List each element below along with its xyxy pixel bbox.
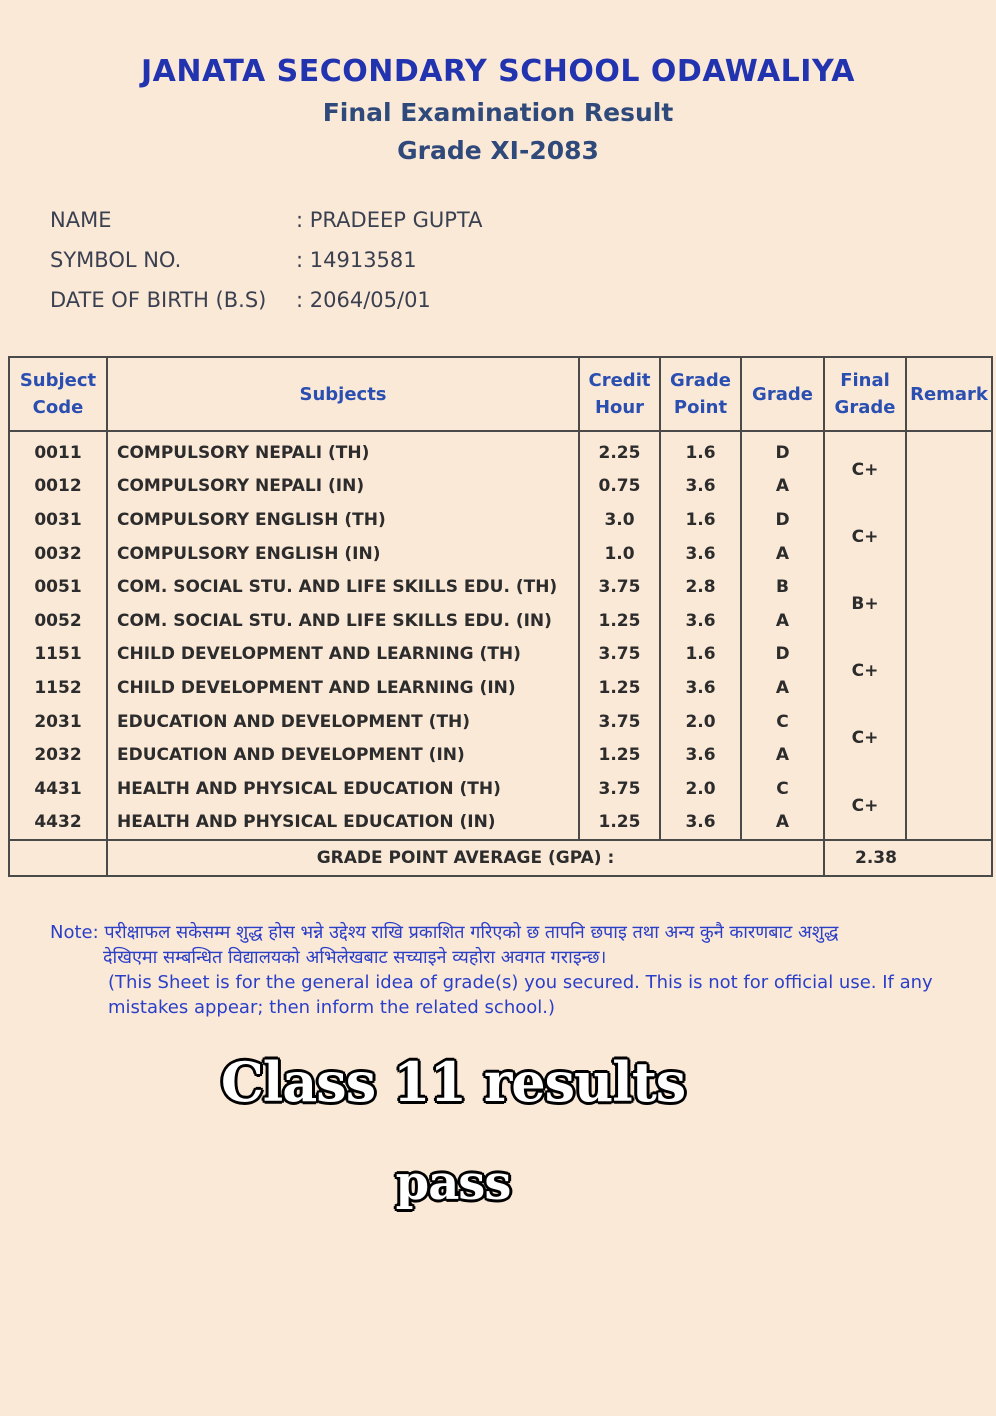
grade-cell: A: [741, 604, 824, 638]
credit-hour-cell: 0.75: [579, 470, 660, 504]
grade-cell: C: [741, 705, 824, 739]
credit-hour-cell: 1.25: [579, 806, 660, 841]
header: [0, 50, 996, 170]
final-grade-cell: C+: [824, 772, 906, 840]
table-row: [9, 705, 992, 739]
gpa-row: [9, 840, 992, 876]
subject-name-cell: COMPULSORY NEPALI (TH): [107, 431, 579, 470]
note: [50, 920, 950, 1020]
grade-cell: C: [741, 772, 824, 806]
dob-label: DATE OF BIRTH (B.S): [50, 288, 267, 312]
subject-code-cell: 1151: [9, 638, 107, 672]
subject-code-cell: 2032: [9, 738, 107, 772]
subject-name-cell: COMPULSORY ENGLISH (IN): [107, 537, 579, 571]
gpa-label: GRADE POINT AVERAGE (GPA) :: [107, 840, 824, 876]
subject-code-cell: 0011: [9, 431, 107, 470]
final-grade-cell: C+: [824, 638, 906, 705]
name-value: : PRADEEP GUPTA: [296, 208, 483, 232]
gpa-empty-cell: [9, 840, 107, 876]
grade-cell: B: [741, 570, 824, 604]
credit-hour-cell: 3.0: [579, 503, 660, 537]
grade-point-cell: 3.6: [660, 671, 741, 705]
grade-point-cell: 1.6: [660, 503, 741, 537]
subject-code-cell: 4432: [9, 806, 107, 841]
table-row: [9, 570, 992, 604]
credit-hour-cell: 3.75: [579, 772, 660, 806]
subject-name-cell: COM. SOCIAL STU. AND LIFE SKILLS EDU. (IN): [107, 604, 579, 638]
subject-code-cell: 4431: [9, 772, 107, 806]
subject-name-cell: CHILD DEVELOPMENT AND LEARNING (TH): [107, 638, 579, 672]
subject-name-cell: HEALTH AND PHYSICAL EDUCATION (TH): [107, 772, 579, 806]
grade-point-cell: 2.0: [660, 772, 741, 806]
header-grade: Grade: [741, 357, 824, 431]
grade-cell: A: [741, 671, 824, 705]
subject-code-cell: 2031: [9, 705, 107, 739]
grade-point-cell: 3.6: [660, 738, 741, 772]
gpa-value: 2.38: [824, 840, 992, 876]
note-line-1: Note: परीक्षाफल सकेसम्म शुद्ध होस भन्ने उद्देश्य राखि प्रकाशित गरिएको छ तापनि छपाइ तथा अन्य कुनै कारणबाट अशुद्ध: [50, 922, 839, 943]
grade-cell: A: [741, 537, 824, 571]
header-subject-code: Subject Code: [9, 357, 107, 431]
subject-name-cell: EDUCATION AND DEVELOPMENT (TH): [107, 705, 579, 739]
grade-cell: D: [741, 638, 824, 672]
grade-point-cell: 2.0: [660, 705, 741, 739]
grade-point-cell: 1.6: [660, 638, 741, 672]
table-body: [9, 431, 992, 876]
school-name: JANATA SECONDARY SCHOOL ODAWALIYA: [140, 54, 856, 89]
header-grade-point: Grade Point: [660, 357, 741, 431]
grade-point-cell: 3.6: [660, 537, 741, 571]
dob-row: [50, 280, 482, 320]
grade-cell: D: [741, 431, 824, 470]
final-grade-cell: B+: [824, 570, 906, 637]
subject-name-cell: HEALTH AND PHYSICAL EDUCATION (IN): [107, 806, 579, 841]
exam-title: Final Examination Result: [322, 98, 674, 127]
grade-cell: A: [741, 738, 824, 772]
subject-name-cell: EDUCATION AND DEVELOPMENT (IN): [107, 738, 579, 772]
credit-hour-cell: 3.75: [579, 638, 660, 672]
table-header-row: [9, 357, 992, 431]
dob-value: : 2064/05/01: [296, 288, 431, 312]
credit-hour-cell: 1.25: [579, 738, 660, 772]
credit-hour-cell: 1.25: [579, 671, 660, 705]
credit-hour-cell: 2.25: [579, 431, 660, 470]
credit-hour-cell: 3.75: [579, 705, 660, 739]
subject-code-cell: 0052: [9, 604, 107, 638]
symbol-value: : 14913581: [296, 248, 417, 272]
credit-hour-cell: 1.0: [579, 537, 660, 571]
subject-code-cell: 0031: [9, 503, 107, 537]
remark-cell: [906, 431, 992, 840]
grade-cell: A: [741, 806, 824, 841]
note-line-2: देखिएमा सम्बन्धित विद्यालयको अभिलेखबाट सच्याइने व्यहोरा अवगत गराइन्छ।: [103, 947, 607, 968]
grade-point-cell: 3.6: [660, 470, 741, 504]
name-label: NAME: [50, 208, 112, 232]
subject-name-cell: COM. SOCIAL STU. AND LIFE SKILLS EDU. (TH): [107, 570, 579, 604]
subject-code-cell: 0032: [9, 537, 107, 571]
subject-name-cell: COMPULSORY ENGLISH (TH): [107, 503, 579, 537]
header-remark: Remark: [906, 357, 992, 431]
header-credit-hour: Credit Hour: [579, 357, 660, 431]
table-row: [9, 772, 992, 806]
grade-point-cell: 3.6: [660, 604, 741, 638]
table-row: [9, 503, 992, 537]
final-grade-cell: C+: [824, 705, 906, 772]
note-line-3: (This Sheet is for the general idea of grade(s) you secured. This is not for official use. If any mistakes appear; then inform the related school.): [108, 972, 933, 1018]
name-row: [50, 200, 482, 240]
subject-code-cell: 0012: [9, 470, 107, 504]
result-table: [8, 356, 993, 877]
subject-name-cell: CHILD DEVELOPMENT AND LEARNING (IN): [107, 671, 579, 705]
credit-hour-cell: 3.75: [579, 570, 660, 604]
grade-year: Grade XI-2083: [397, 136, 599, 165]
subject-code-cell: 1152: [9, 671, 107, 705]
subject-name-cell: COMPULSORY NEPALI (IN): [107, 470, 579, 504]
caption-line-2: pass: [395, 1155, 511, 1211]
header-subjects: Subjects: [107, 357, 579, 431]
symbol-row: [50, 240, 482, 280]
caption-line-1: Class 11 results: [220, 1050, 686, 1114]
table-row: [9, 431, 992, 470]
grade-cell: A: [741, 470, 824, 504]
grade-point-cell: 2.8: [660, 570, 741, 604]
subject-code-cell: 0051: [9, 570, 107, 604]
grade-cell: D: [741, 503, 824, 537]
credit-hour-cell: 1.25: [579, 604, 660, 638]
final-grade-cell: C+: [824, 431, 906, 503]
header-final-grade: Final Grade: [824, 357, 906, 431]
grade-point-cell: 3.6: [660, 806, 741, 841]
student-info: [50, 200, 482, 320]
table-row: [9, 638, 992, 672]
final-grade-cell: C+: [824, 503, 906, 570]
grade-point-cell: 1.6: [660, 431, 741, 470]
symbol-label: SYMBOL NO.: [50, 248, 182, 272]
